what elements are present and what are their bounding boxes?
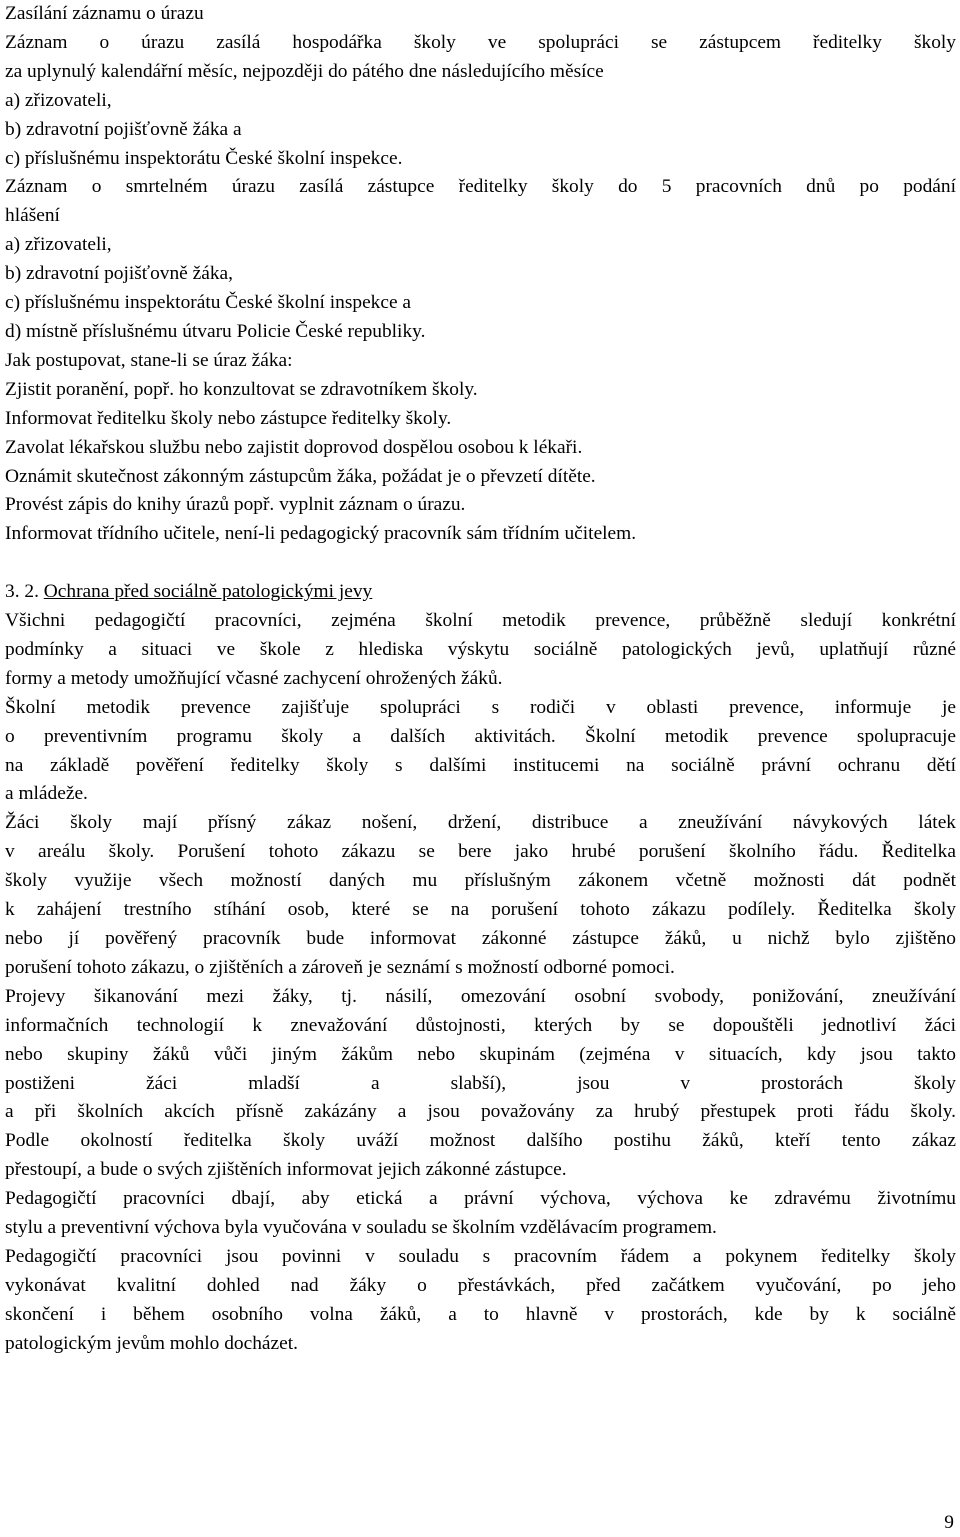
- accident-section: [5, 0, 956, 549]
- paragraph-line: hlášení: [5, 205, 60, 227]
- paragraph-line: Záznam o smrtelném úrazu zasílá zástupce ředitelky školy do 5 pracovních dnů po podání: [5, 176, 956, 198]
- paragraph-line: k zahájení trestního stíhání osob, které se na porušení tohoto zákazu podílely. Ředitelka školy: [5, 899, 956, 921]
- list-item: c) příslušnému inspektorátu České školní inspekce a: [5, 292, 412, 314]
- section-3-2: [5, 578, 956, 1358]
- procedure-step: Informovat třídního učitele, není-li pedagogický pracovník sám třídním učitelem.: [5, 523, 637, 545]
- section-heading: [5, 578, 956, 607]
- section-heading-accident-record: Zasílání záznamu o úrazu: [5, 3, 204, 24]
- paragraph-line: Všichni pedagogičtí pracovníci, zejména školní metodik prevence, průběžně sledují konkrétní: [5, 610, 956, 632]
- paragraph-line: za uplynulý kalendářní měsíc, nejpozději do pátého dne následujícího měsíce: [5, 60, 604, 82]
- paragraph-line: skončení i během osobního volna žáků, a to hlavně v prostorách, kde by k sociálně: [5, 1303, 956, 1325]
- blank-line: [5, 549, 956, 578]
- paragraph-line: Projevy šikanování mezi žáky, tj. násilí, omezování osobní svobody, ponižování, zneužívání: [5, 985, 956, 1007]
- paragraph-line: na základě pověření ředitelky školy s dalšími institucemi na sociálně právní ochranu dětí: [5, 754, 956, 776]
- section-number: 3. 2.: [5, 581, 39, 603]
- paragraph-line: podmínky a situaci ve škole z hlediska výskytu sociálně patologických jevů, uplatňují různé: [5, 638, 956, 660]
- paragraph-line: přestoupí, a bude o svých zjištěních informovat jejich zákonné zástupce.: [5, 1159, 567, 1181]
- paragraph-line: Školní metodik prevence zajišťuje spolupráci s rodiči v oblasti prevence, informuje je: [5, 696, 956, 718]
- paragraph-line: Podle okolností ředitelka školy uváží možnost dalšího postihu žáků, kteří tento zákaz: [5, 1130, 956, 1152]
- paragraph-line: v areálu školy. Porušení tohoto zákazu se bere jako hrubé porušení školního řádu. Ředitelka: [5, 841, 956, 863]
- procedure-step: Oznámit skutečnost zákonným zástupcům žáka, požádat je o převzetí dítěte.: [5, 465, 596, 487]
- subheading-procedure: Jak postupovat, stane-li se úraz žáka:: [5, 349, 293, 371]
- paragraph-line: vykonávat kvalitní dohled nad žáky o přestávkách, před začátkem vyučování, po jeho: [5, 1274, 956, 1296]
- paragraph-line: školy využije všech možností daných mu příslušným zákonem včetně možnosti dát podnět: [5, 870, 956, 892]
- list-item: b) zdravotní pojišťovně žáka,: [5, 263, 233, 285]
- section-title: Ochrana před sociálně patologickými jevy: [43, 581, 373, 603]
- paragraph-line: postiženi žáci mladší a slabší), jsou v prostorách školy: [5, 1072, 956, 1094]
- paragraph-line: a mládeže.: [5, 783, 88, 805]
- list-item: a) zřizovateli,: [5, 234, 112, 256]
- paragraph-line: nebo jí pověřený pracovník bude informovat zákonné zástupce žáků, u nichž bylo zjištěno: [5, 927, 956, 949]
- page-number: 9: [944, 1512, 954, 1533]
- paragraph-line: a při školních akcích přísně zakázány a jsou považovány za hrubý přestupek proti řádu školy.: [5, 1101, 956, 1123]
- procedure-step: Zavolat lékařskou službu nebo zajistit doprovod dospělou osobou k lékaři.: [5, 436, 583, 458]
- list-item: a) zřizovateli,: [5, 89, 112, 111]
- paragraph-line: Pedagogičtí pracovníci jsou povinni v souladu s pracovním řádem a pokynem ředitelky školy: [5, 1245, 956, 1267]
- list-item: c) příslušnému inspektorátu České školní inspekce.: [5, 147, 403, 169]
- paragraph-line: patologickým jevům mohlo docházet.: [5, 1332, 298, 1354]
- paragraph-line: Záznam o úrazu zasílá hospodářka školy ve spolupráci se zástupcem ředitelky školy: [5, 31, 956, 53]
- paragraph-line: Žáci školy mají přísný zákaz nošení, držení, distribuce a zneužívání návykových látek: [5, 812, 956, 834]
- procedure-step: Informovat ředitelku školy nebo zástupce ředitelky školy.: [5, 407, 452, 429]
- paragraph-line: formy a metody umožňující včasné zachycení ohrožených žáků.: [5, 667, 503, 689]
- list-item: d) místně příslušnému útvaru Policie České republiky.: [5, 320, 426, 342]
- paragraph-line: porušení tohoto zákazu, o zjištěních a zároveň je seznámí s možností odborné pomoci.: [5, 956, 675, 978]
- procedure-step: Zjistit poranění, popř. ho konzultovat se zdravotníkem školy.: [5, 378, 478, 400]
- document-page: [5, 0, 956, 1359]
- paragraph-line: nebo skupiny žáků vůči jiným žákům nebo skupinám (zejména v situacích, kdy jsou takto: [5, 1043, 956, 1065]
- procedure-step: Provést zápis do knihy úrazů popř. vyplnit záznam o úrazu.: [5, 494, 466, 516]
- list-item: b) zdravotní pojišťovně žáka a: [5, 118, 242, 140]
- paragraph-line: Pedagogičtí pracovníci dbají, aby etická a právní výchova, výchova ke zdravému životnímu: [5, 1188, 956, 1210]
- paragraph-line: stylu a preventivní výchova byla vyučována v souladu se školním vzdělávacím programem.: [5, 1217, 717, 1239]
- paragraph-line: informačních technologií k znevažování důstojnosti, kterých by se dopouštěli jednotliví žáci: [5, 1014, 956, 1036]
- paragraph-line: o preventivním programu školy a dalších aktivitách. Školní metodik prevence spolupracuje: [5, 725, 956, 747]
